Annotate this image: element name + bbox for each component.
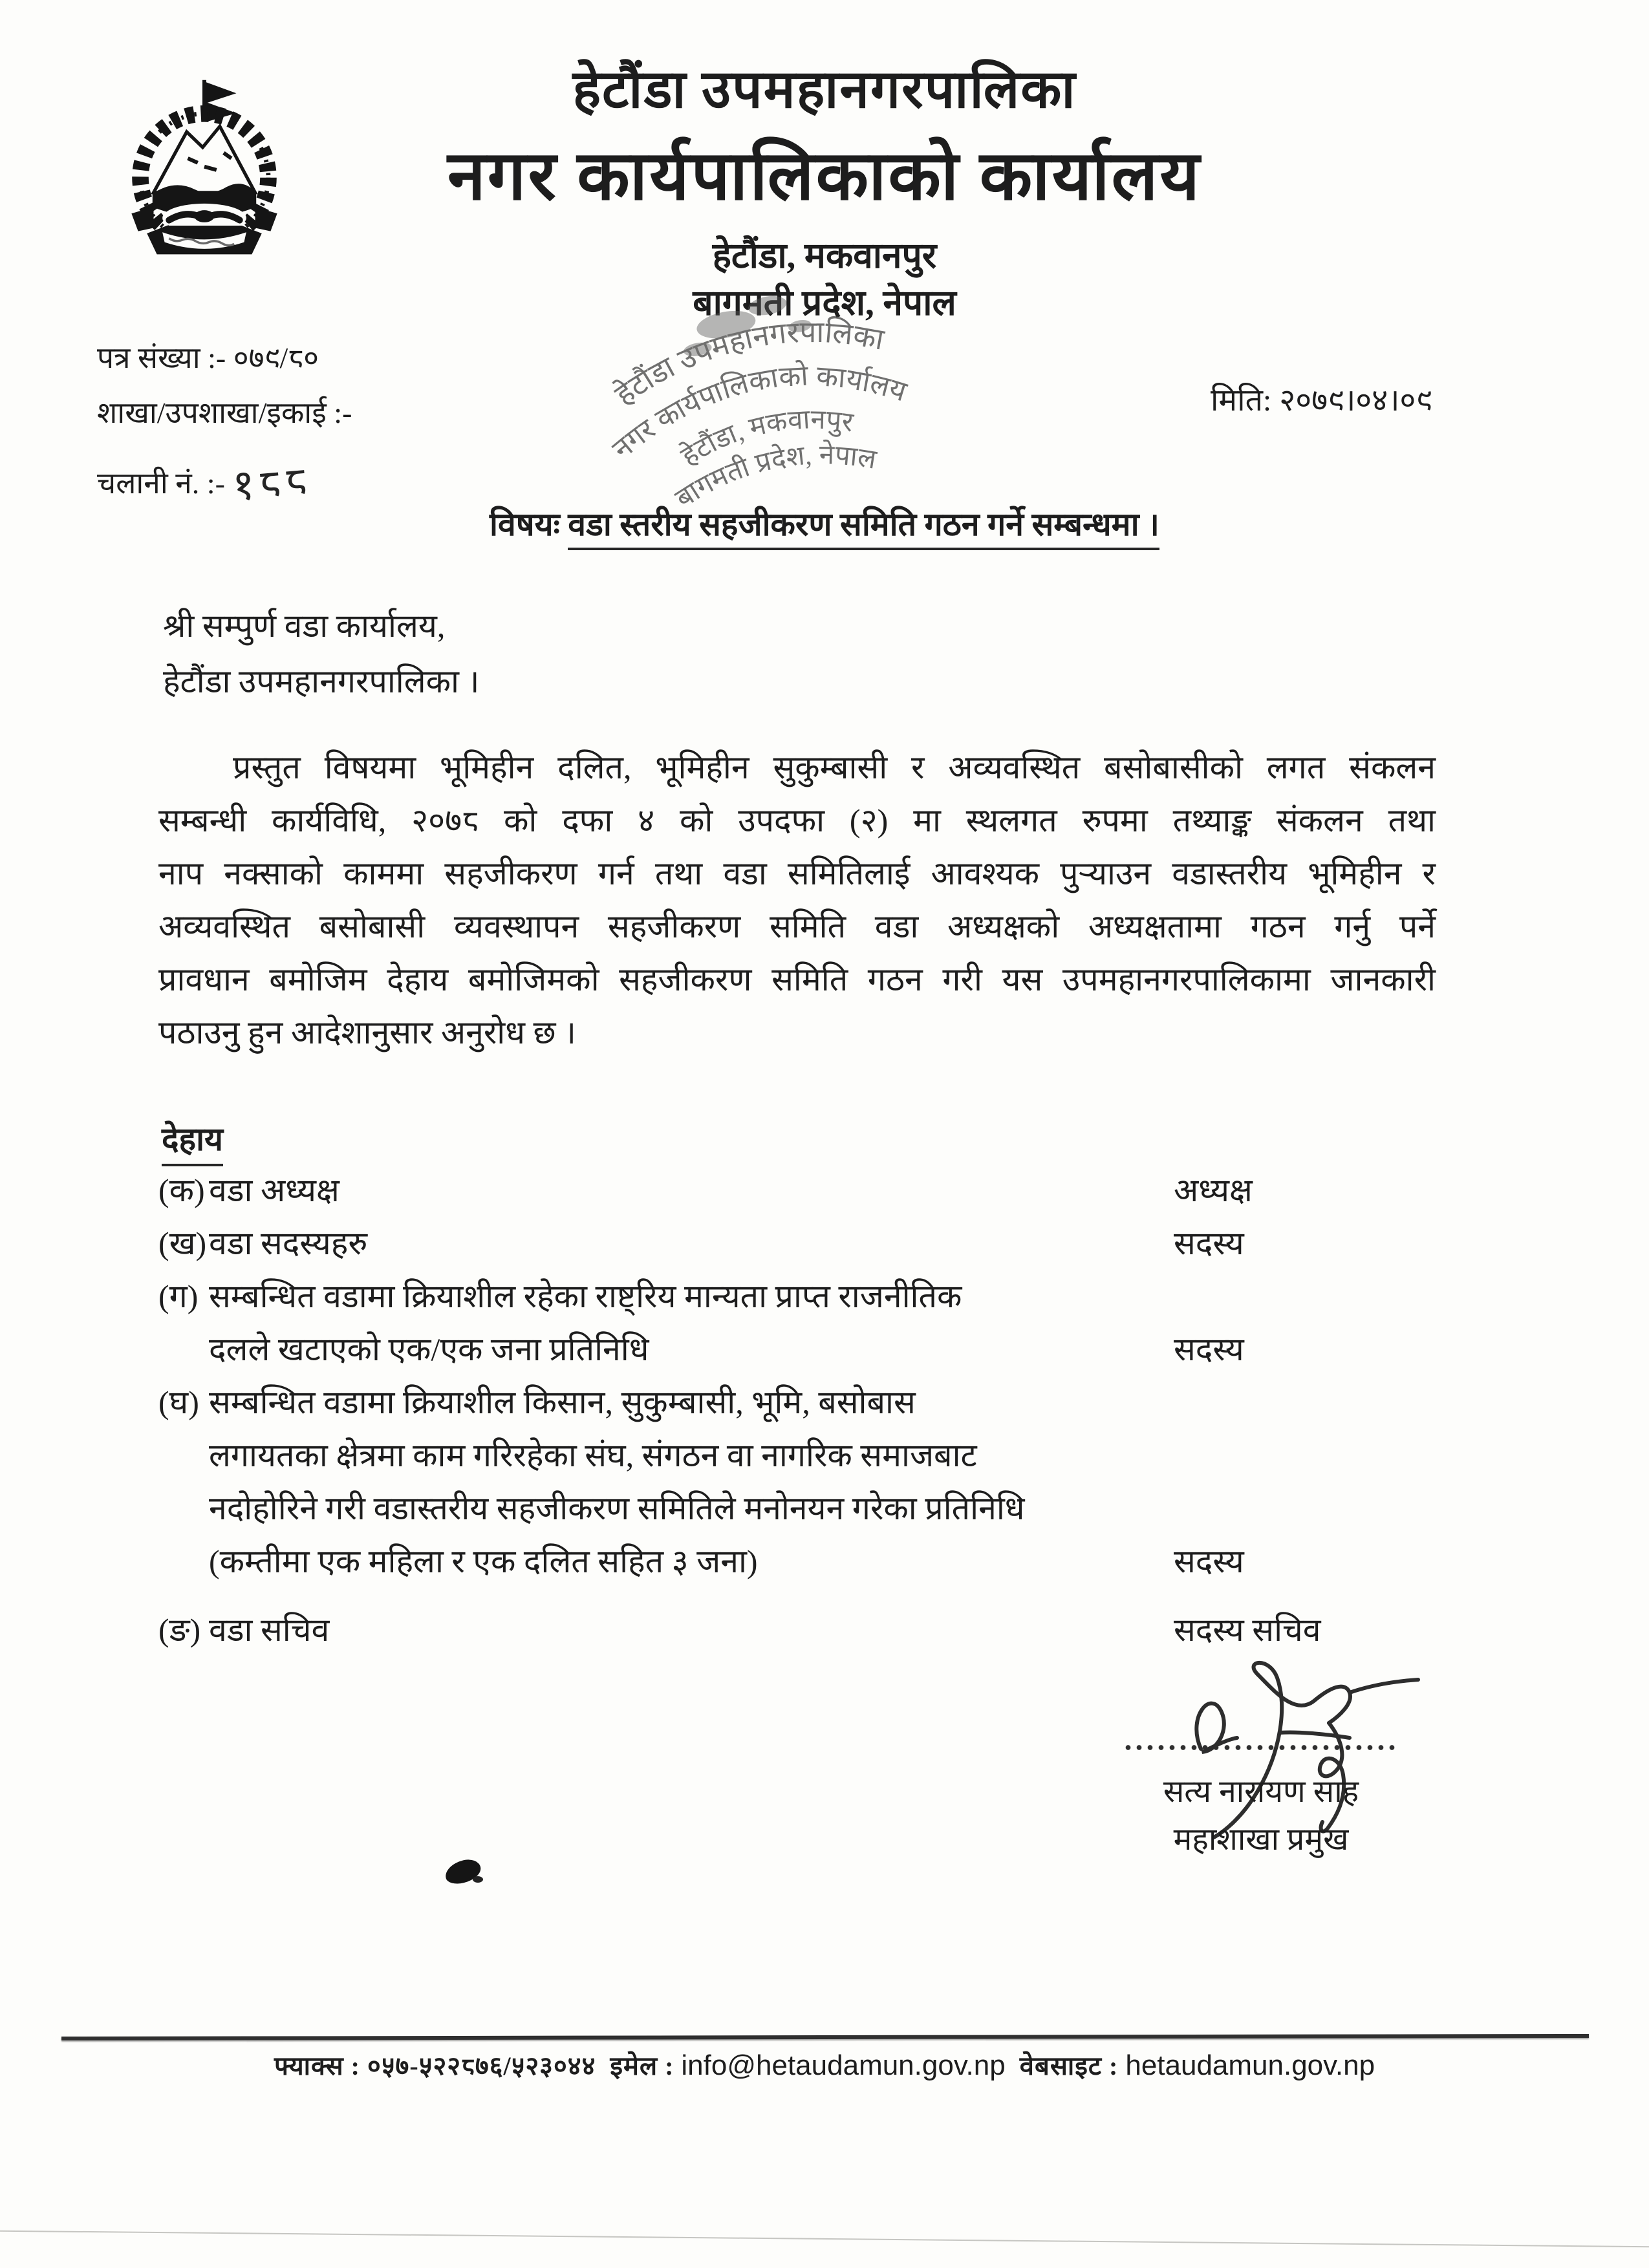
body-line: अव्यवस्थित बसोबासी व्यवस्थापन सहजीकरण समिति वडा अध्यक्षको अध्यक्षतामा गठन गर्नु पर्ने bbox=[158, 908, 1436, 945]
letterhead bbox=[0, 59, 1649, 324]
date-value: २०७९।०४।०९ bbox=[1279, 383, 1432, 418]
body-line: प्रावधान बमोजिम देहाय बमोजिमको सहजीकरण समिति गठन गरी यस उपमहानगरपालिकामा जानकारी bbox=[158, 961, 1436, 998]
recipient-line1: श्री सम्पुर्ण वडा कार्यालय, bbox=[163, 608, 446, 644]
email-value: info@hetaudamun.gov.np bbox=[681, 2049, 1006, 2081]
dispatch-number-handwritten: १८८ bbox=[230, 456, 313, 511]
date-line bbox=[1211, 378, 1432, 420]
committee-row bbox=[158, 1535, 1458, 1588]
stamp-line: नगर कार्यपालिकाको कार्यालय bbox=[606, 359, 911, 465]
dispatch-label: चलानी नं. :- bbox=[97, 467, 225, 500]
fax-label: फ्याक्स : bbox=[274, 2051, 360, 2081]
item-role: सदस्य bbox=[1174, 1225, 1244, 1261]
committee-list bbox=[158, 1164, 1458, 1656]
item-marker: (ग) bbox=[158, 1278, 199, 1314]
item-role: अध्यक्ष bbox=[1174, 1172, 1253, 1208]
list-heading: देहाय bbox=[162, 1116, 223, 1166]
email-label: इमेल : bbox=[610, 2051, 674, 2081]
signatory-block bbox=[1099, 1768, 1423, 1865]
committee-row bbox=[158, 1376, 1458, 1429]
website-value: hetaudamun.gov.np bbox=[1125, 2049, 1375, 2081]
subject-label: विषयः bbox=[490, 506, 560, 542]
body-paragraph bbox=[158, 741, 1436, 1059]
committee-row bbox=[158, 1429, 1458, 1482]
footer-contact-line bbox=[0, 2047, 1649, 2082]
date-label: मिति: bbox=[1211, 383, 1272, 418]
body-line: पठाउनु हुन आदेशानुसार अनुरोध छ । bbox=[158, 1014, 576, 1051]
office-address-line2: बागमती प्रदेश, नेपाल bbox=[693, 283, 956, 323]
item-marker: (ख) bbox=[158, 1225, 207, 1261]
committee-row bbox=[158, 1217, 1458, 1270]
committee-row bbox=[158, 1482, 1458, 1535]
recipient-line2: हेटौंडा उपमहानगरपालिका । bbox=[163, 663, 480, 700]
section-line bbox=[97, 386, 352, 441]
scan-edge-artifact bbox=[0, 2231, 1649, 2248]
office-address-line1: हेटौंडा, मकवानपुर bbox=[712, 236, 937, 276]
body-line: नाप नक्साको काममा सहजीकरण गर्न तथा वडा समितिलाई आवश्यक पुऱ्याउन वडास्तरीय भूमिहीन र bbox=[158, 855, 1436, 892]
section-label: शाखा/उपशाखा/इकाई :- bbox=[97, 396, 352, 429]
committee-row bbox=[158, 1603, 1458, 1656]
item-text: वडा सचिव bbox=[209, 1612, 330, 1648]
item-text: सम्बन्धित वडामा क्रियाशील रहेका राष्ट्रिय मान्यता प्राप्त राजनीतिक bbox=[209, 1278, 962, 1314]
website-label: वेबसाइट : bbox=[1019, 2051, 1119, 2081]
letter-meta bbox=[97, 331, 352, 519]
municipality-name: हेटौंडा उपमहानगरपालिका bbox=[572, 60, 1077, 119]
body-line: प्रस्तुत विषयमा भूमिहीन दलित, भूमिहीन सुकुम्बासी र अव्यवस्थित बसोबासीको लगत संकलन bbox=[233, 749, 1436, 786]
item-text: (कम्तीमा एक महिला र एक दलित सहित ३ जना) bbox=[209, 1543, 758, 1579]
ink-blot-artifact-small bbox=[473, 1876, 483, 1883]
item-role: सदस्य bbox=[1174, 1331, 1244, 1367]
item-marker: (घ) bbox=[158, 1384, 199, 1420]
letter-number-value: ०७९/८० bbox=[233, 341, 319, 374]
committee-row bbox=[158, 1270, 1458, 1323]
letter-number-line bbox=[97, 331, 352, 386]
item-text: दलले खटाएको एक/एक जना प्रतिनिधि bbox=[209, 1331, 649, 1367]
committee-row bbox=[158, 1323, 1458, 1376]
signatory-title: महाशाखा प्रमुख bbox=[1173, 1823, 1349, 1857]
item-text: वडा अध्यक्ष bbox=[209, 1172, 339, 1208]
signature-dotted-line bbox=[1123, 1744, 1397, 1751]
committee-row bbox=[158, 1164, 1458, 1217]
letter-number-label: पत्र संख्या :- bbox=[97, 341, 226, 374]
subject-text: वडा स्तरीय सहजीकरण समिति गठन गर्ने सम्बन्धमा । bbox=[568, 506, 1159, 550]
body-line: सम्बन्धी कार्यविधि, २०७८ को दफा ४ को उपदफा (२) मा स्थलगत रुपमा तथ्याङ्क संकलन तथा bbox=[158, 802, 1436, 839]
stamp-line: हेटौंडा उपमहानगरपालिका bbox=[609, 315, 887, 412]
item-marker: (ङ) bbox=[158, 1612, 201, 1648]
footer-divider bbox=[61, 2034, 1589, 2040]
item-text: सम्बन्धित वडामा क्रियाशील किसान, सुकुम्बासी, भूमि, बसोबास bbox=[209, 1384, 916, 1420]
item-text: नदोहोरिने गरी वडास्तरीय सहजीकरण समितिले मनोनयन गरेका प्रतिनिधि bbox=[209, 1490, 1025, 1526]
office-name: नगर कार्यपालिकाको कार्यालय bbox=[447, 138, 1202, 215]
fax-value: ०५७-५२२८७६/५२३०४४ bbox=[367, 2051, 596, 2081]
recipient-block bbox=[163, 598, 479, 709]
stamp-line: हेटौंडा, मकवानपुर bbox=[676, 405, 856, 472]
item-role: सदस्य bbox=[1174, 1543, 1244, 1579]
signatory-name: सत्य नारायण साह bbox=[1163, 1775, 1359, 1809]
subject-line bbox=[0, 501, 1649, 545]
item-text: वडा सदस्यहरु bbox=[209, 1225, 368, 1261]
item-text: लगायतका क्षेत्रमा काम गरिरहेका संघ, संगठन वा नागरिक समाजबाट bbox=[209, 1437, 977, 1473]
stamp-line: बागमती प्रदेश, नेपाल bbox=[670, 440, 879, 515]
item-marker: (क) bbox=[158, 1172, 205, 1208]
item-role: सदस्य सचिव bbox=[1174, 1612, 1321, 1648]
